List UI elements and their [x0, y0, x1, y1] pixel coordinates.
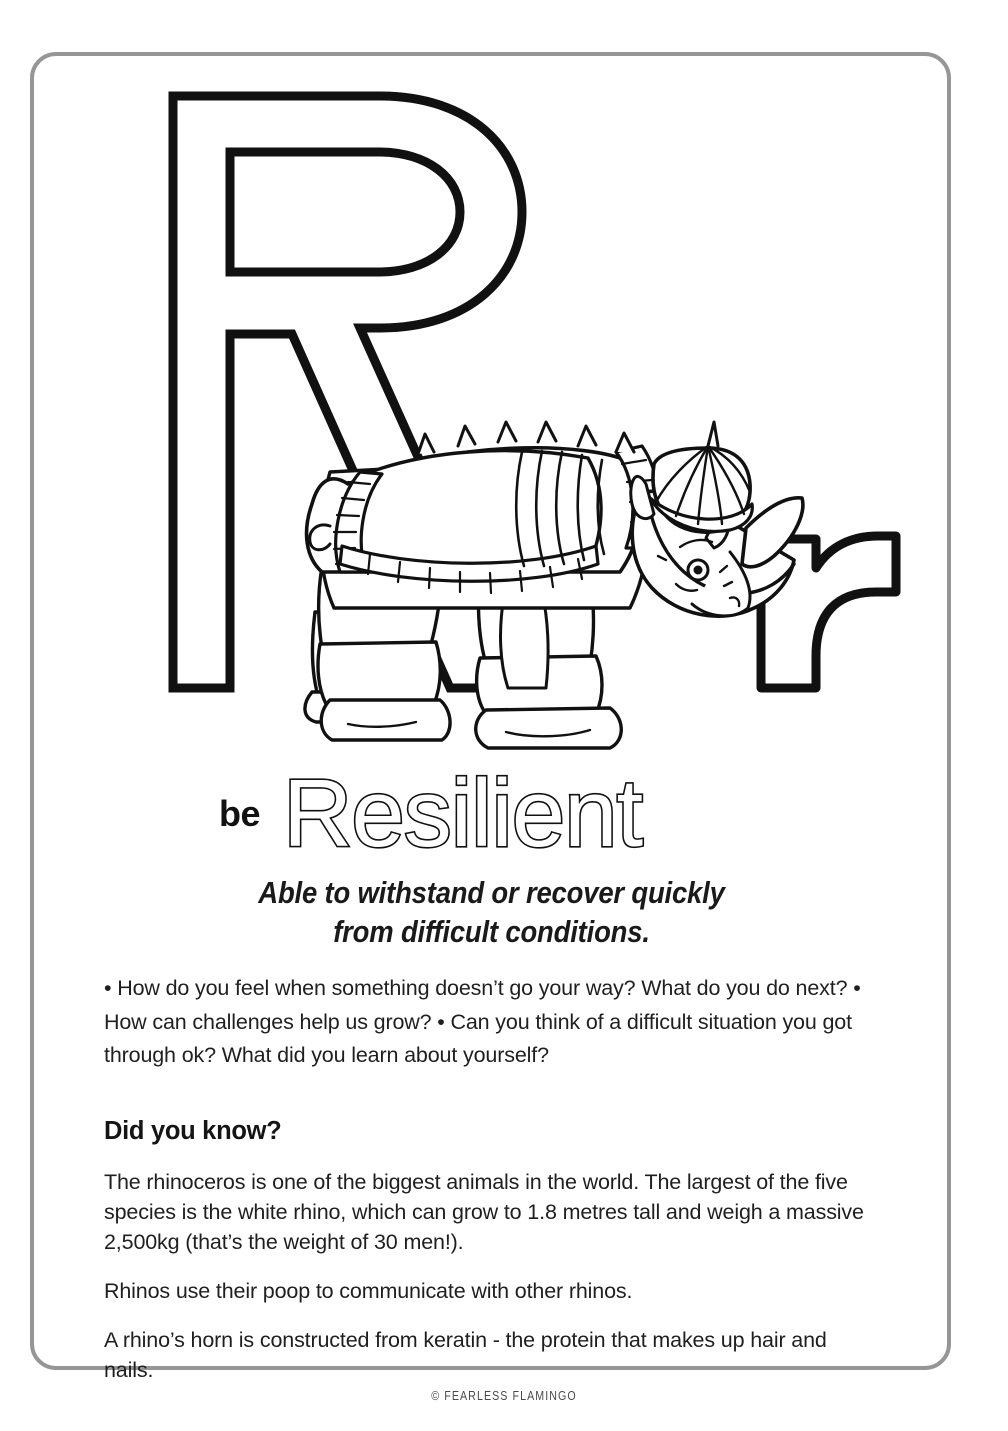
- wordmark-be-resilient: [30, 752, 951, 867]
- definition-line-1: Able to withstand or recover quickly: [258, 876, 725, 910]
- letter-illustration-area: [30, 52, 951, 752]
- fact-paragraph-3: A rhino’s horn is constructed from keratin - the protein that makes up hair and nails.: [104, 1327, 827, 1382]
- body-copy: [104, 972, 872, 1385]
- fact-paragraph-2: Rhinos use their poop to communicate with other rhinos.: [104, 1278, 633, 1303]
- rhino-illustration: [305, 422, 803, 748]
- definition-text: [143, 874, 841, 952]
- wordmark-word: Resilient: [282, 760, 642, 867]
- did-you-know-heading: Did you know?: [104, 1116, 282, 1145]
- definition-line-2: from difficult conditions.: [333, 915, 650, 949]
- reflection-questions: • How do you feel when something doesn’t go your way? What do you do next? • How can challenges help us grow? • Can you think of a difficult situation you got through ok? What did you learn about yourself?: [104, 976, 861, 1067]
- fact-paragraph-1: The rhinoceros is one of the biggest animals in the world. The largest of the five species is the white rhino, which can grow to 1.8 metres tall and weigh a massive 2,500kg (that’s the weight of 30 men!).: [104, 1169, 864, 1254]
- footer-copyright: © FEARLESS FLAMINGO: [431, 1388, 577, 1403]
- wordmark-prefix: be: [218, 793, 260, 834]
